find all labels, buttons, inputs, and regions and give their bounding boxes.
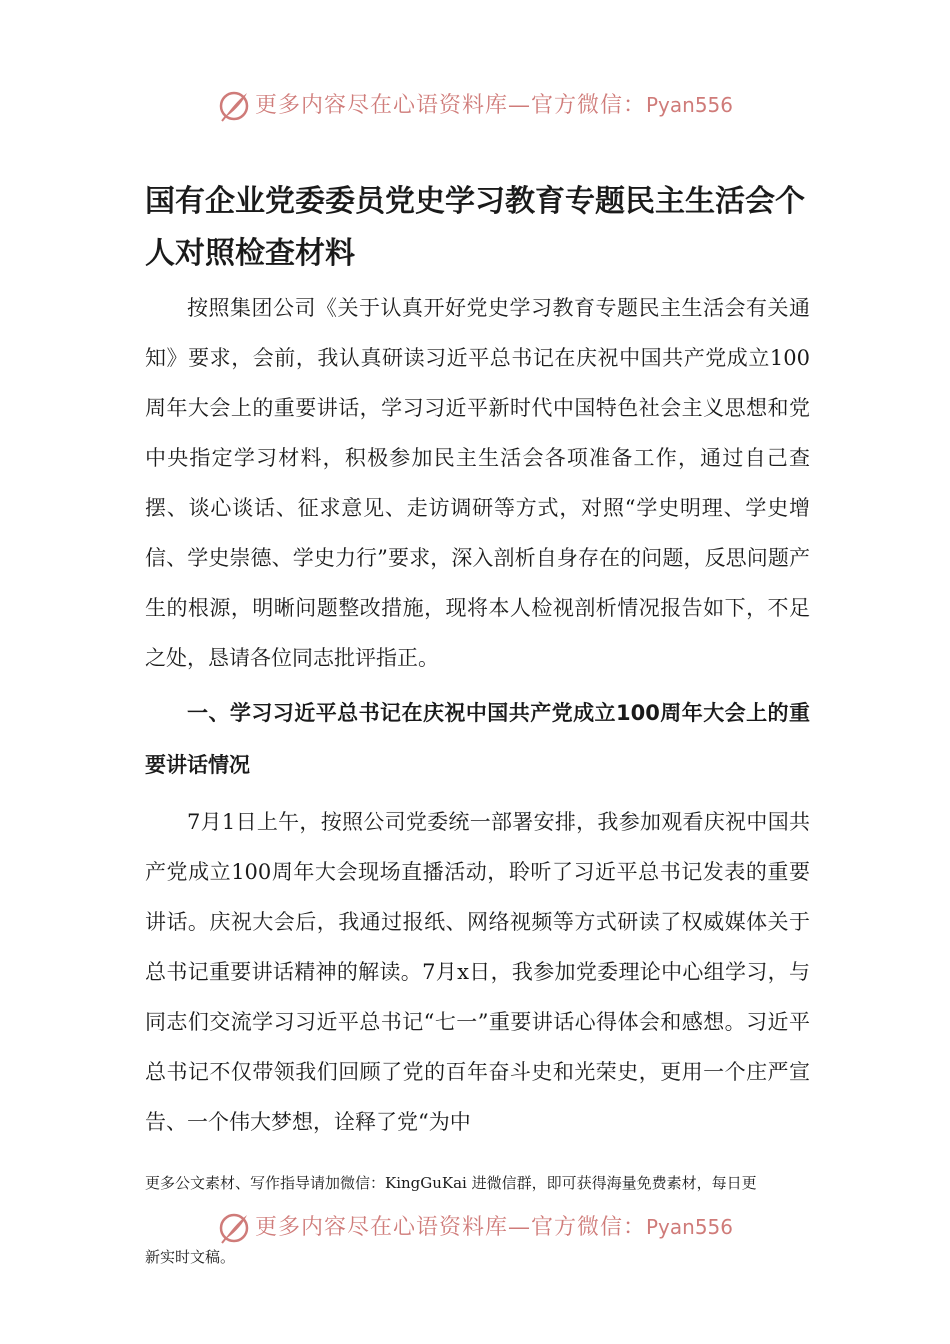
document-title: 国有企业党委委员党史学习教育专题民主生活会个人对照检查材料: [145, 184, 805, 271]
footer-watermark: [0, 1210, 950, 1245]
watermark-wechat-id: Pyan556: [646, 93, 734, 117]
section-1-heading: 一、学习习近平总书记在庆祝中国共产党成立100周年大会上的重要讲话情况: [145, 701, 810, 777]
quill-logo-icon: [217, 1211, 251, 1245]
document-body: [145, 283, 810, 1147]
footer-note-line-2: 新实时文稿。: [145, 1248, 236, 1266]
header-watermark: [0, 88, 950, 123]
section-1-paragraph: 7月1日上午，按照公司党委统一部署安排，我参加观看庆祝中国共产党成立100周年大会现场直播活动，聆听了习近平总书记发表的重要讲话。庆祝大会后，我通过报纸、网络视频等方式研读了权威媒体关于总书记重要讲话精神的解读。7月x日，我参加党委理论中心组学习，与同志们交流学习习近平总书记“七一”重要讲话心得体会和感想。习近平总书记不仅带领我们回顾了党的百年奋斗史和光荣史，更用一个庄严宣告、一个伟大梦想，诠释了党“为中: [145, 810, 810, 1134]
watermark-text: 更多内容尽在心语资料库—官方微信：: [254, 1215, 646, 1240]
footer-note-line-1: 更多公文素材、写作指导请加微信：KingGuKai 进微信群，即可获得海量免费素材，每日更: [145, 1174, 757, 1192]
intro-paragraph: 按照集团公司《关于认真开好党史学习教育专题民主生活会有关通知》要求，会前，我认真研读习近平总书记在庆祝中国共产党成立100周年大会上的重要讲话，学习习近平新时代中国特色社会主义思想和党中央指定学习材料，积极参加民主生活会各项准备工作，通过自己查摆、谈心谈话、征求意见、走访调研等方式，对照“学史明理、学史增信、学史崇德、学史力行”要求，深入剖析自身存在的问题，反思问题产生的根源，明晰问题整改措施，现将本人检视剖析情况报告如下，不足之处，恳请各位同志批评指正。: [145, 296, 810, 670]
watermark-text: 更多内容尽在心语资料库—官方微信：: [254, 93, 646, 118]
watermark-wechat-id: Pyan556: [646, 1215, 734, 1239]
quill-logo-icon: [217, 89, 251, 123]
